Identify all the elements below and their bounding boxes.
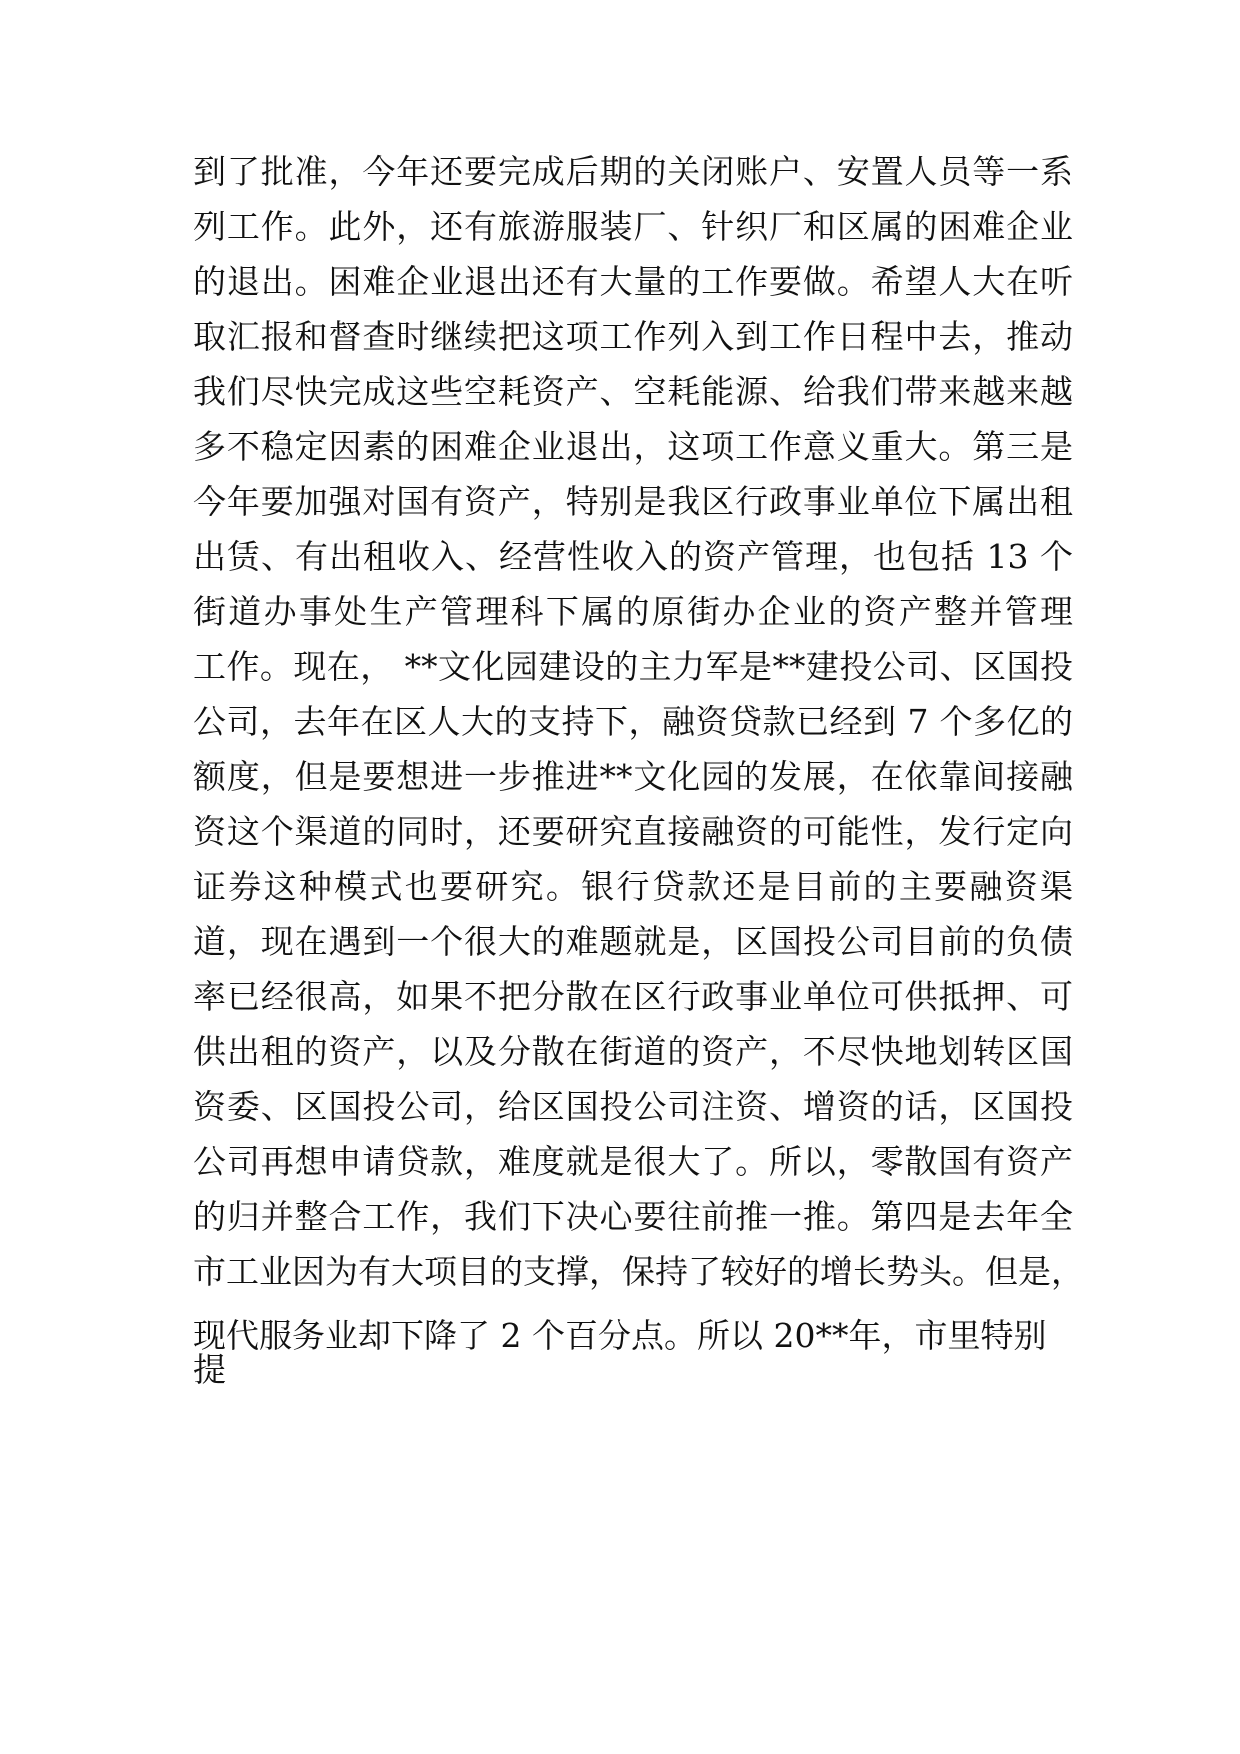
body-text-line: 列工作。此外，还有旅游服装厂、针织厂和区属的困难企业 (193, 207, 1073, 246)
body-text-line: 今年要加强对国有资产，特别是我区行政事业单位下属出租 (193, 482, 1073, 521)
body-text-line: 到了批准，今年还要完成后期的关闭账户、安置人员等一系 (193, 152, 1073, 191)
body-text-line: 额度，但是要想进一步推进**文化园的发展，在依靠间接融 (193, 757, 1073, 796)
body-text-line: 出赁、有出租收入、经营性收入的资产管理，也包括 13 个 (193, 537, 1073, 576)
body-text-line: 工作。现在， **文化园建设的主力军是**建投公司、区国投 (193, 647, 1073, 686)
body-text-line: 率已经很高，如果不把分散在区行政事业单位可供抵押、可 (193, 977, 1073, 1016)
body-text-line: 我们尽快完成这些空耗资产、空耗能源、给我们带来越来越 (193, 372, 1073, 411)
body-text-line: 的退出。困难企业退出还有大量的工作要做。希望人大在听 (193, 262, 1073, 301)
body-text-line: 公司再想申请贷款，难度就是很大了。所以，零散国有资产 (193, 1142, 1073, 1181)
body-text-line: 的归并整合工作，我们下决心要往前推一推。第四是去年全 (193, 1197, 1073, 1236)
body-text-line: 街道办事处生产管理科下属的原街办企业的资产整并管理 (193, 592, 1073, 631)
body-text-line: 资委、区国投公司，给区国投公司注资、增资的话，区国投 (193, 1087, 1073, 1126)
body-text-line: 多不稳定因素的困难企业退出，这项工作意义重大。第三是 (193, 427, 1073, 466)
body-text-line: 道，现在遇到一个很大的难题就是，区国投公司目前的负债 (193, 922, 1073, 961)
body-text-line: 证券这种模式也要研究。银行贷款还是目前的主要融资渠 (193, 867, 1073, 906)
body-text-line: 提 (193, 1350, 226, 1389)
body-text-line: 市工业因为有大项目的支撑，保持了较好的增长势头。但是， (193, 1252, 1084, 1291)
body-text-line: 公司，去年在区人大的支持下，融资贷款已经到 7 个多亿的 (193, 702, 1073, 741)
body-text-line: 资这个渠道的同时，还要研究直接融资的可能性，发行定向 (193, 812, 1073, 851)
body-text-line: 现代服务业却下降了 2 个百分点。所以 20**年，市里特别 (193, 1316, 1047, 1355)
body-text-line: 取汇报和督查时继续把这项工作列入到工作日程中去，推动 (193, 317, 1073, 356)
body-text-line: 供出租的资产，以及分散在街道的资产，不尽快地划转区国 (193, 1032, 1073, 1071)
